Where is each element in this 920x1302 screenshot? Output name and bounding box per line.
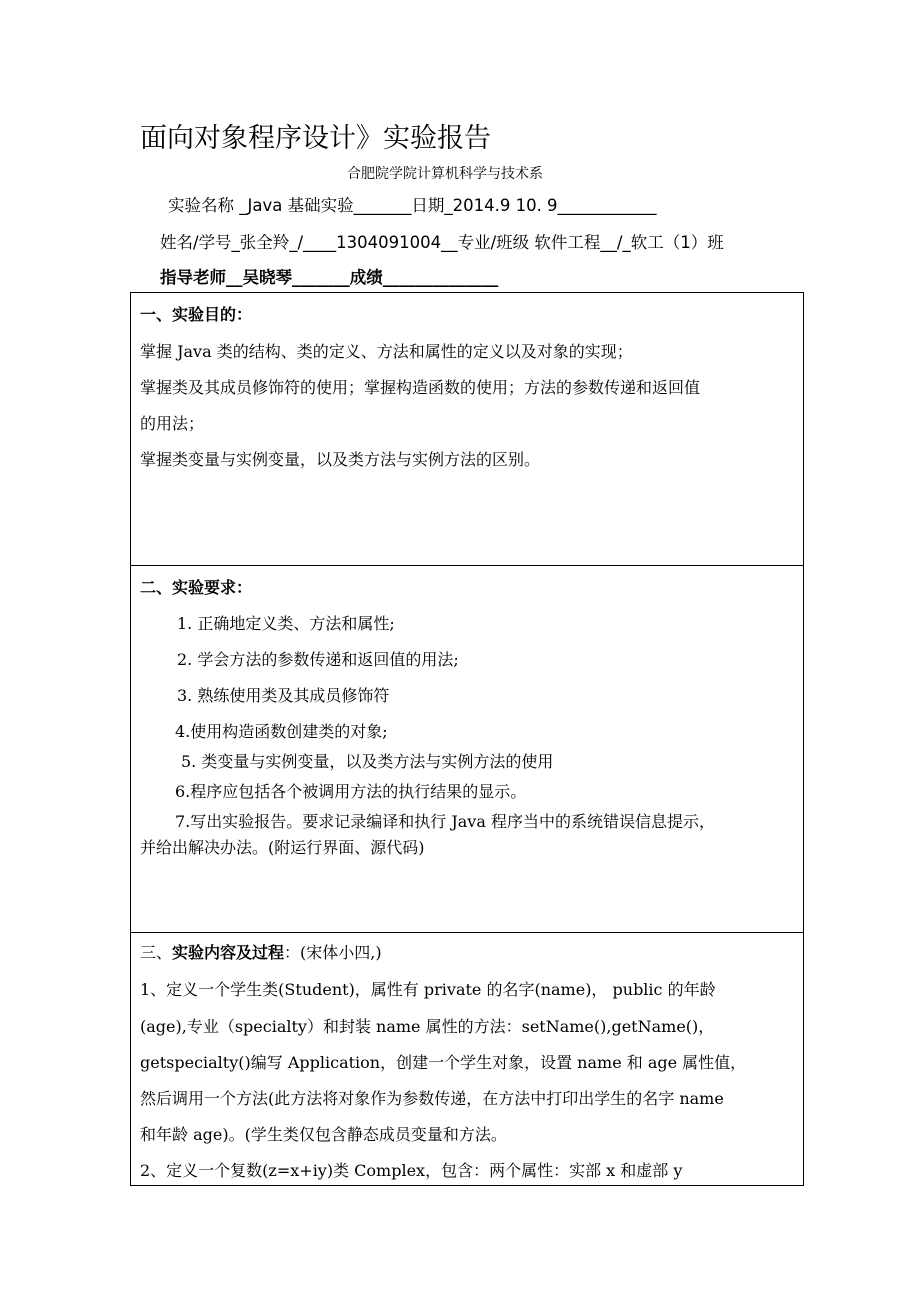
heading-suffix: ：(宋体小四,) [284, 943, 382, 962]
objective-line: 掌握 Java 类的结构、类的定义、方法和属性的定义以及对象的实现； [140, 342, 633, 361]
requirement-item: 4.使用构造函数创建类的对象; [175, 722, 388, 741]
requirement-item: 3. 熟练使用类及其成员修饰符 [177, 686, 390, 705]
requirement-item: 1. 正确地定义类、方法和属性; [177, 614, 395, 633]
requirement-item: 并给出解决办法。(附运行界面、源代码) [140, 838, 425, 857]
experiment-name-date-line: 实验名称 _Java 基础实验_______日期_2014.9 10. 9____________ [168, 196, 657, 215]
student-info-line: 姓名/学号_张全羚_/____1304091004__专业/班级 软件工程__/_软工（1）班 [160, 233, 724, 252]
content-line: 2、定义一个复数(z=x+iy)类 Complex，包含：两个属性：实部 x 和虚部 y [140, 1161, 683, 1180]
heading-bold: 实验内容及过程 [172, 943, 285, 962]
objective-line: 掌握类及其成员修饰符的使用；掌握构造函数的使用；方法的参数传递和返回值 [140, 378, 701, 397]
section-heading: 一、实验目的： [140, 305, 253, 324]
content-line: 和年龄 age)。(学生类仅包含静态成员变量和方法。 [140, 1125, 507, 1144]
requirement-item: 6.程序应包括各个被调用方法的执行结果的显示。 [175, 782, 527, 801]
content-line: 然后调用一个方法(此方法将对象作为参数传递，在方法中打印出学生的名字 name [140, 1089, 724, 1108]
content-line: (age),专业（specialty）和封装 name 属性的方法：setName(),getName()， [140, 1017, 715, 1036]
content-line: 1、定义一个学生类(Student)，属性有 private 的名字(name)， public 的年龄 [140, 980, 716, 999]
section-objectives [130, 292, 804, 566]
document-title: 面向对象程序设计》实验报告 [140, 123, 491, 154]
section-heading: 二、实验要求： [140, 578, 253, 597]
objective-line: 的用法； [140, 414, 205, 433]
teacher-grade-line: 指导老师__吴晓琴_______成绩______________ [160, 268, 499, 287]
requirement-item: 5. 类变量与实例变量，以及类方法与实例方法的使用 [181, 752, 554, 771]
requirement-item: 7.写出实验报告。要求记录编译和执行 Java 程序当中的系统错误信息提示， [175, 812, 715, 831]
requirement-item: 2. 学会方法的参数传递和返回值的用法; [177, 650, 459, 669]
objective-line: 掌握类变量与实例变量，以及类方法与实例方法的区别。 [140, 450, 541, 469]
section-heading [140, 940, 382, 963]
section-requirements [130, 565, 804, 933]
heading-prefix: 三、 [140, 943, 173, 962]
content-line: getspecialty()编写 Application，创建一个学生对象，设置 name 和 age 属性值， [140, 1053, 747, 1072]
section-content-process [130, 932, 804, 1186]
department-subtitle: 合肥院学院计算机科学与技术系 [347, 166, 543, 182]
